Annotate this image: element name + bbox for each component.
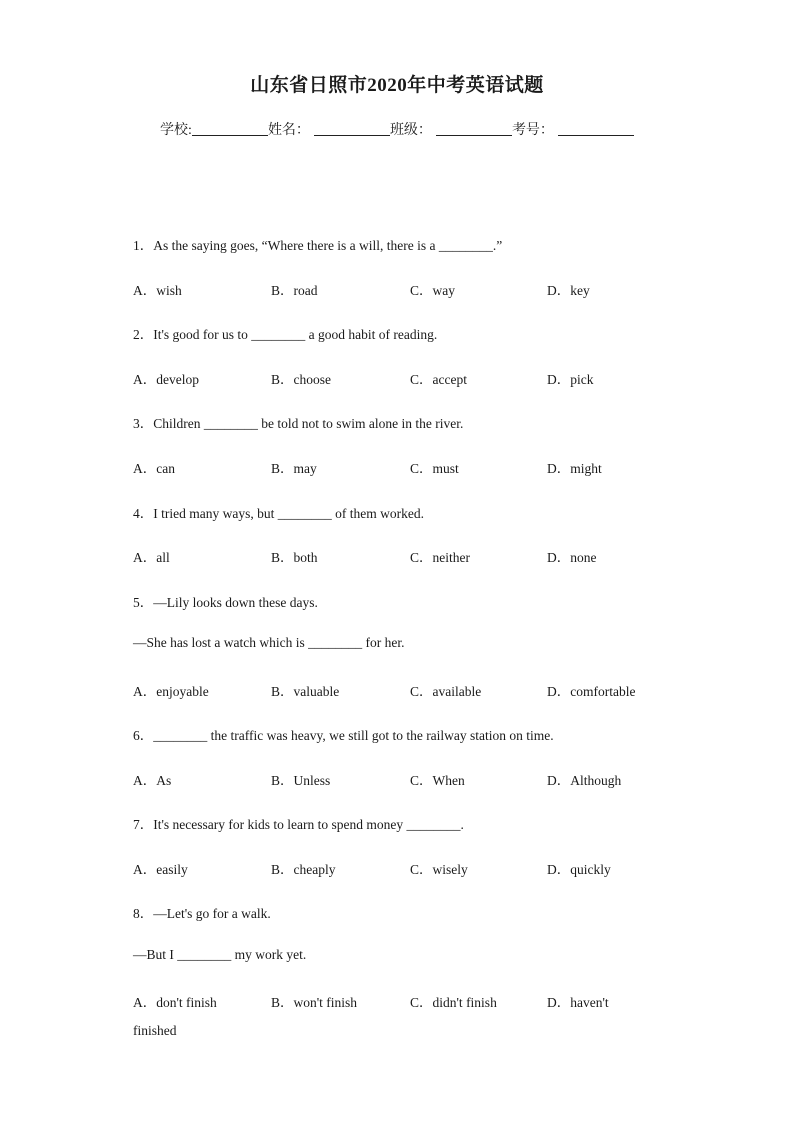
- question-7-option-d: D．quickly: [547, 862, 611, 877]
- question-5-stem-reply: —She has lost a watch which is ________ for her.: [133, 635, 405, 650]
- question-8-option-a: A．don't finish: [133, 995, 217, 1010]
- question-8-option-d: D．haven't: [547, 995, 609, 1010]
- question-1-option-c: C．way: [410, 283, 455, 298]
- question-4-option-d: D．none: [547, 550, 597, 565]
- question-4-option-b: B．both: [271, 550, 318, 565]
- question-5-option-c: C．available: [410, 684, 482, 699]
- question-5-option-b: B．valuable: [271, 684, 340, 699]
- question-5-options: [133, 680, 693, 700]
- question-7-option-b: B．cheaply: [271, 862, 336, 877]
- question-6-stem: 6．________ the traffic was heavy, we still got to the railway station on time.: [133, 728, 554, 743]
- question-7-option-c: C．wisely: [410, 862, 468, 877]
- question-2-options: [133, 368, 693, 388]
- question-5-option-a: A．enjoyable: [133, 684, 209, 699]
- question-2-option-d: D．pick: [547, 372, 594, 387]
- question-5-option-d: D．comfortable: [547, 684, 636, 699]
- school-blank: [192, 121, 268, 136]
- question-6-option-d: D．Although: [547, 773, 622, 788]
- question-4-option-c: C．neither: [410, 550, 470, 565]
- question-8-option-c: C．didn't finish: [410, 995, 497, 1010]
- question-1-options: [133, 279, 693, 299]
- question-3-option-c: C．must: [410, 461, 459, 476]
- question-1-option-a: A．wish: [133, 283, 182, 298]
- school-label: 学校:: [160, 123, 192, 138]
- question-5-stem: 5．—Lily looks down these days.: [133, 595, 318, 610]
- question-6-option-a: A．As: [133, 773, 172, 788]
- page-title: 山东省日照市2020年中考英语试题: [250, 75, 544, 96]
- question-8-option-b: B．won't finish: [271, 995, 358, 1010]
- question-8-option-d-continuation: finished: [133, 1023, 177, 1038]
- question-7-option-a: A．easily: [133, 862, 188, 877]
- name-label: 姓名：: [267, 123, 310, 138]
- exam-number-label: 考号：: [511, 123, 554, 138]
- question-4-stem: 4．I tried many ways, but ________ of them worked.: [133, 506, 424, 521]
- question-7-stem: 7．It's necessary for kids to learn to spend money ________.: [133, 817, 464, 832]
- question-1-option-d: D．key: [547, 283, 590, 298]
- question-2-option-c: C．accept: [410, 372, 467, 387]
- name-blank: [314, 121, 390, 136]
- question-3-options: [133, 457, 693, 477]
- question-4-options: [133, 546, 693, 566]
- question-6-options: [133, 769, 693, 789]
- class-label: 班级：: [389, 123, 432, 138]
- question-1-stem: 1．As the saying goes, “Where there is a will, there is a ________.”: [133, 238, 503, 253]
- question-8-stem-reply: —But I ________ my work yet.: [133, 947, 307, 962]
- question-2-option-a: A．develop: [133, 372, 199, 387]
- question-8-stem: 8．—Let's go for a walk.: [133, 906, 271, 921]
- question-3-stem: 3．Children ________ be told not to swim alone in the river.: [133, 416, 464, 431]
- question-2-stem: 2．It's good for us to ________ a good habit of reading.: [133, 327, 438, 342]
- question-3-option-b: B．may: [271, 461, 317, 476]
- question-8-options: [133, 991, 693, 1011]
- question-1-option-b: B．road: [271, 283, 318, 298]
- class-blank: [436, 121, 512, 136]
- question-4-option-a: A．all: [133, 550, 170, 565]
- question-3-option-d: D．might: [547, 461, 602, 476]
- student-info-line: [0, 119, 794, 139]
- question-6-option-b: B．Unless: [271, 773, 331, 788]
- question-6-option-c: C．When: [410, 773, 465, 788]
- question-7-options: [133, 858, 693, 878]
- question-3-option-a: A．can: [133, 461, 175, 476]
- question-2-option-b: B．choose: [271, 372, 331, 387]
- exam-number-blank: [558, 121, 634, 136]
